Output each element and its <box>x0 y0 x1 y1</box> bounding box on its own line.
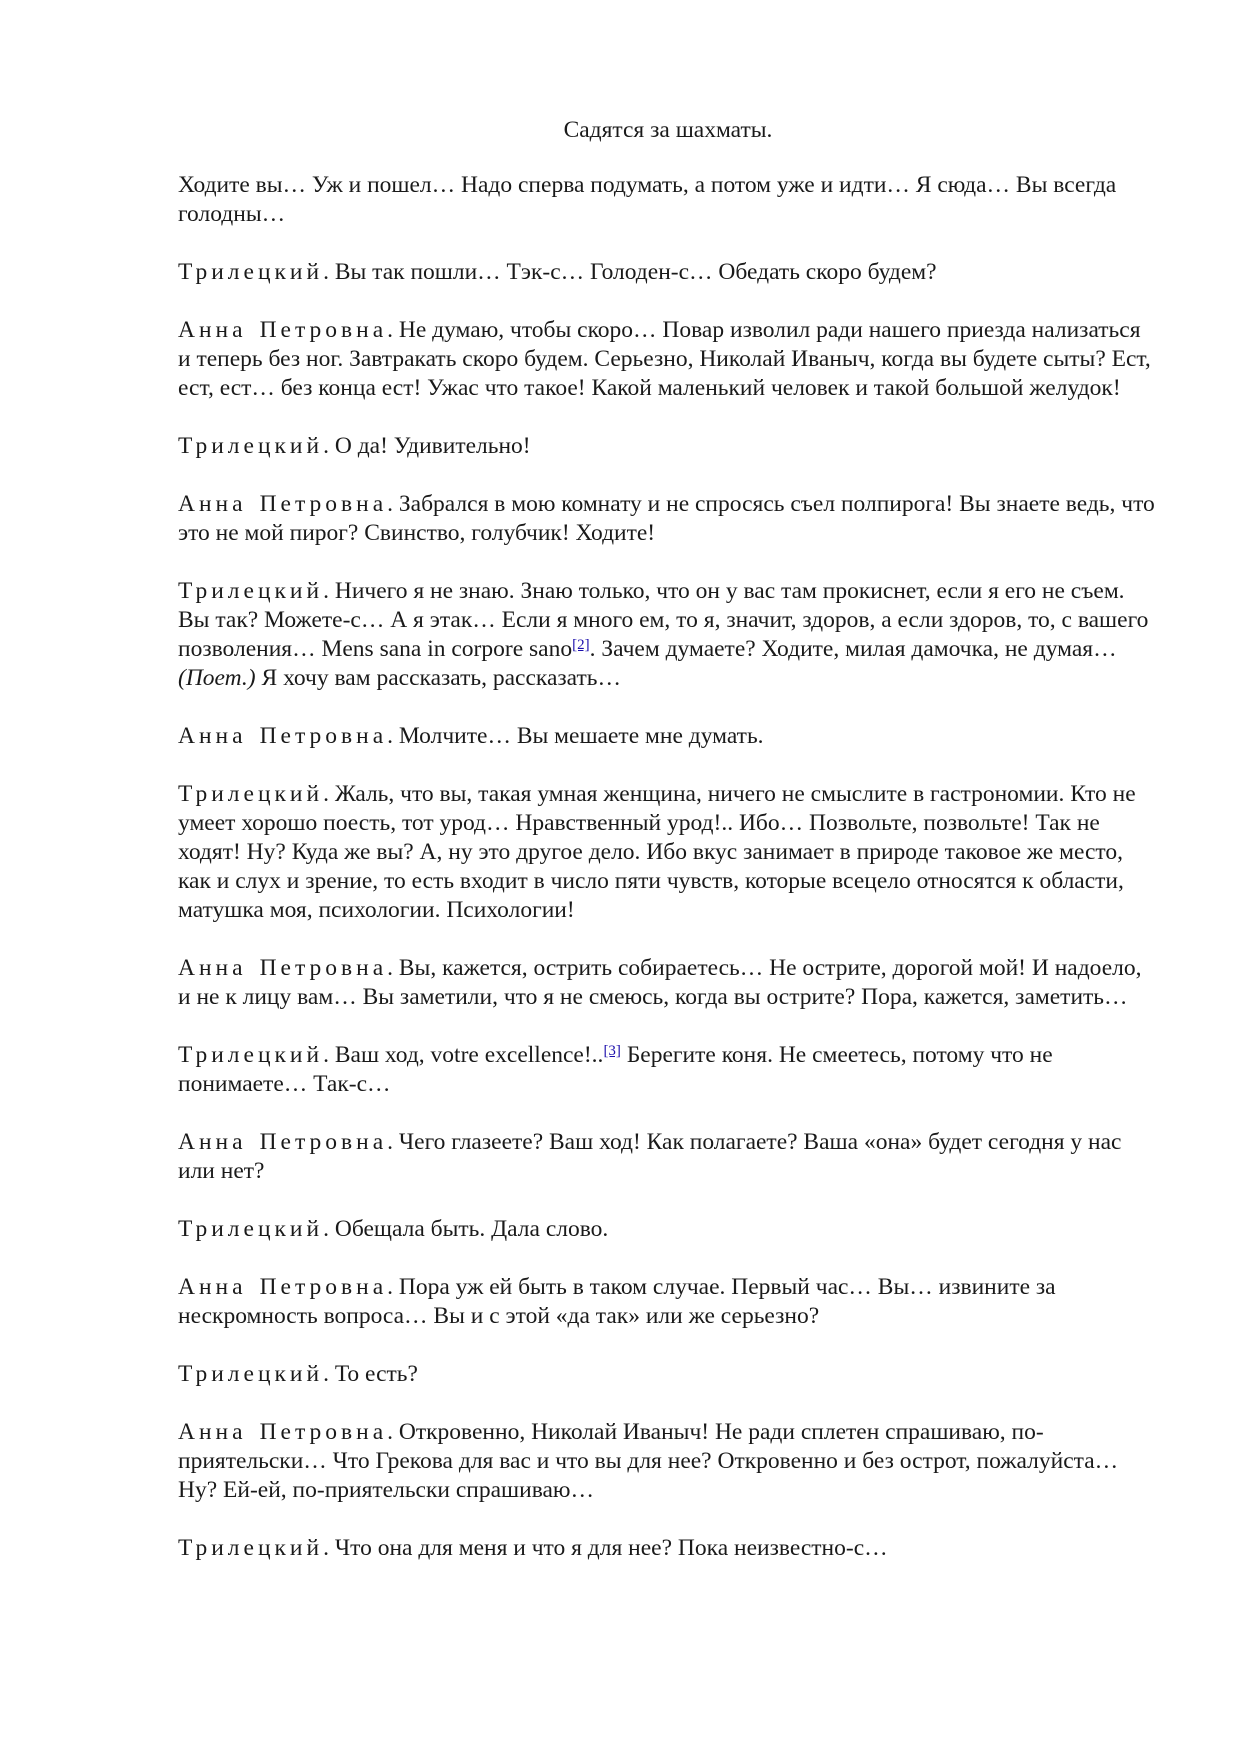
dialogue-line: Трилецкий. О да! Удивительно! <box>178 433 531 459</box>
dialogue-line: Трилецкий. Обещала быть. Дала слово. <box>178 1216 609 1242</box>
dialogue-line: Анна Петровна. Пора уж ей быть в таком случае. Первый час… Вы… извините за нескромность вопроса… Вы и с этой «да так» или же серьезно? <box>178 1274 1056 1329</box>
speaker-name: Анна <box>178 723 247 749</box>
speaker-name: Трилецкий <box>178 433 324 459</box>
speaker-name: Трилецкий <box>178 781 324 807</box>
speaker-name: Анна <box>178 491 247 517</box>
dialogue-line: Анна Петровна. Вы, кажется, острить собираетесь… Не острите, дорогой мой! И надоело, и не к лицу вам… Вы заметили, что я не смеюсь, когда вы острите? Пора, кажется, заметить… <box>178 955 1142 1010</box>
speaker-name: Петровна <box>259 1274 388 1300</box>
speaker-name: Петровна <box>259 955 388 981</box>
speaker-name: Трилецкий <box>178 578 324 604</box>
speaker-name: Петровна <box>259 1419 388 1445</box>
footnote-link[interactable]: [2] <box>572 637 590 653</box>
dialogue-line: Трилецкий. Жаль, что вы, такая умная женщина, ничего не смыслите в гастрономии. Кто не умеет хорошо поесть, тот урод… Нравственный урод!.. Ибо… Позвольте, позвольте! Так не ходят! Ну? Куда же вы? А, ну это другое дело. Ибо вкус занимает в природе таковое же место, как и слух и зрение, то есть входит в число пяти чувств, которые всецело относятся к области, матушка моя, психологии. Психологии! <box>178 781 1136 923</box>
speaker-name: Анна <box>178 1129 247 1155</box>
dialogue-line: Трилецкий. Что она для меня и что я для нее? Пока неизвестно-с… <box>178 1535 888 1561</box>
dialogue-line: Ходите вы… Уж и пошел… Надо сперва подумать, а потом уже и идти… Я сюда… Вы всегда голодны… <box>178 172 1117 227</box>
dialogue-line: Трилецкий. Вы так пошли… Тэк-с… Голоден-с… Обедать скоро будем? <box>178 259 937 285</box>
speaker-name: Анна <box>178 317 247 343</box>
dialogue-line: Анна Петровна. Молчите… Вы мешаете мне думать. <box>178 723 764 749</box>
dialogue-line: Анна Петровна. Не думаю, чтобы скоро… Повар изволил ради нашего приезда нализаться и теперь без ног. Завтракать скоро будем. Серьезно, Николай Иваныч, когда вы будете сыты? Ест, ест, ест… без конца ест! Ужас что такое! Какой маленький человек и такой большой желудок! <box>178 317 1151 401</box>
speaker-name: Петровна <box>259 317 388 343</box>
stage-remark: (Поет.) <box>178 665 256 691</box>
speaker-name: Анна <box>178 1419 247 1445</box>
speaker-name: Анна <box>178 1274 247 1300</box>
dialogue-line: Трилецкий. Ничего я не знаю. Знаю только, что он у вас там прокиснет, если я его не съем. Вы так? Можете-с… А я этак… Если я много ем, то я, значит, здоров, а если здоров, то, с вашего позволения… Mens sana in corpore sano[2]. Зачем думаете? Ходите, милая дамочка, не думая… (Поет.) Я хочу вам рассказать, рассказать… <box>178 578 1149 691</box>
speaker-name: Петровна <box>259 723 388 749</box>
stage-direction: Садятся за шахматы. <box>563 117 773 143</box>
dialogue-line: Трилецкий. То есть? <box>178 1361 418 1387</box>
speaker-name: Петровна <box>259 491 388 517</box>
document-page <box>178 116 1158 1592</box>
speaker-name: Трилецкий <box>178 1216 324 1242</box>
speaker-name: Трилецкий <box>178 1535 324 1561</box>
dialogue-line: Анна Петровна. Откровенно, Николай Иваныч! Не ради сплетен спрашиваю, по-приятельски… Что Грекова для вас и что вы для нее? Откровенно и без острот, пожалуйста… Ну? Ей-ей, по-приятельски спрашиваю… <box>178 1419 1119 1503</box>
dialogue-line: Анна Петровна. Чего глазеете? Ваш ход! Как полагаете? Ваша «она» будет сегодня у нас или нет? <box>178 1129 1122 1184</box>
dialogue-line: Анна Петровна. Забрался в мою комнату и не спросясь съел полпирога! Вы знаете ведь, что это не мой пирог? Свинство, голубчик! Ходите! <box>178 491 1155 546</box>
dialogue-line: Трилецкий. Ваш ход, votre excellence!..[3] Берегите коня. Не смеетесь, потому что не понимаете… Так-с… <box>178 1042 1053 1097</box>
speaker-name: Анна <box>178 955 247 981</box>
speaker-name: Петровна <box>259 1129 388 1155</box>
speaker-name: Трилецкий <box>178 1361 324 1387</box>
speaker-name: Трилецкий <box>178 1042 324 1068</box>
footnote-link[interactable]: [3] <box>603 1043 621 1059</box>
speaker-name: Трилецкий <box>178 259 324 285</box>
